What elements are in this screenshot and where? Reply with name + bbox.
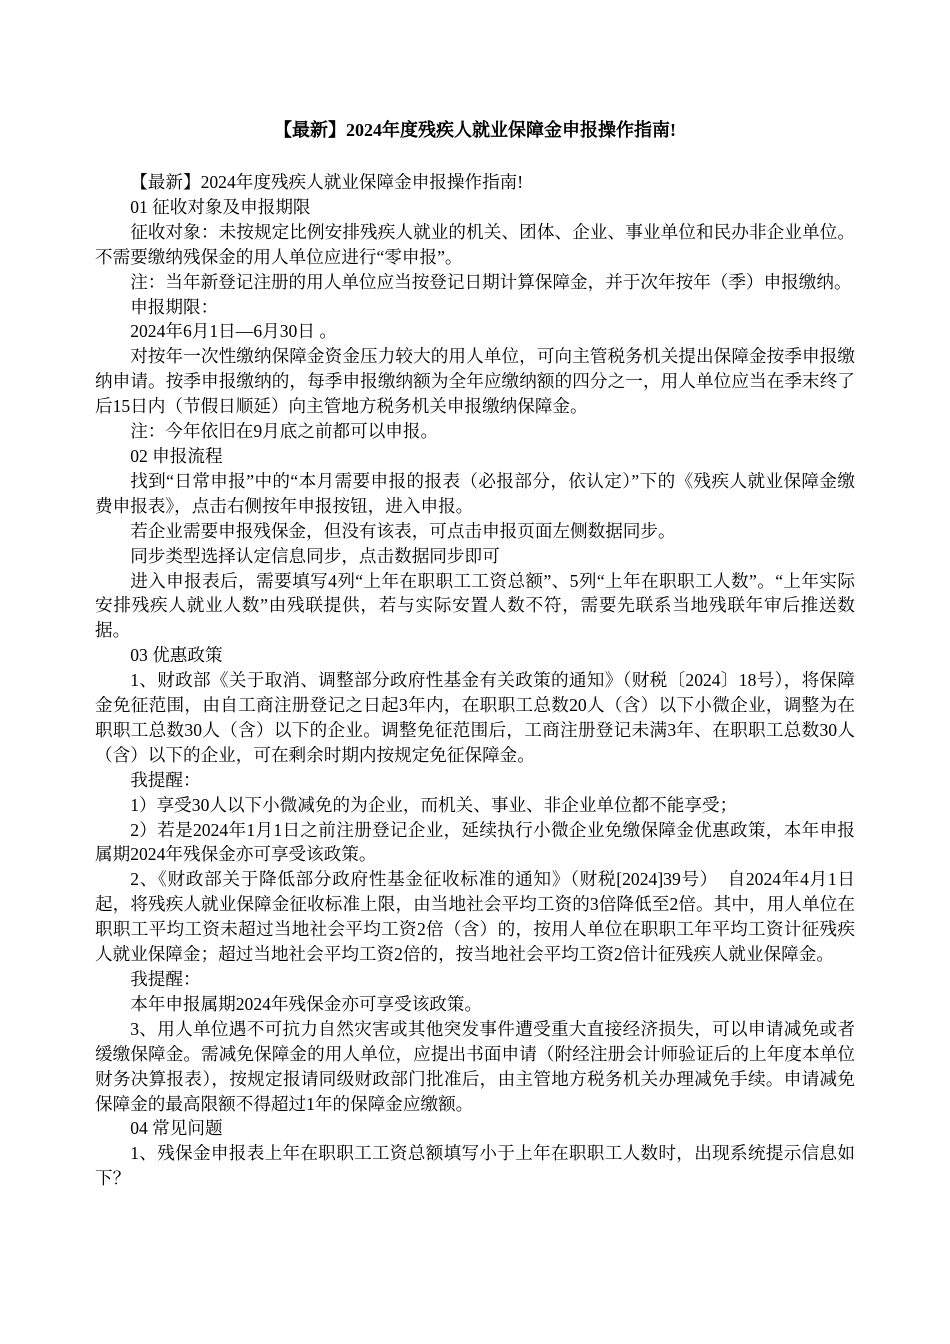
paragraph: 进入申报表后，需要填写4列“上年在职职工工资总额”、5列“上年在职职工人数”。“上年实际安排残疾人就业人数”由残联提供，若与实际安置人数不符，需要先联系当地残联年审后推送数据。 (95, 570, 855, 641)
paragraph: 我提醒： (130, 969, 201, 989)
paragraph: 04 常见问题 (130, 1118, 223, 1139)
paragraph: 1）享受30人以下小微减免的为企业，而机关、事业、非企业单位都不能享受； (130, 794, 738, 815)
paragraph: 1、财政部《关于取消、调整部分政府性基金有关政策的通知》（财税〔2024〕18号），将保障金免征范围，由自工商注册登记之日起3年内，在职职工总数20人（含）以下小微企业，调整为在职职工总数30人（含）以下的企业。调整免征范围后，工商注册登记未满3年、在职职工总数30人（含）以下的企业，可在剩余时期内按规定免征保障金。 (95, 670, 855, 765)
paragraph: 本年申报属期2024年残保金亦可享受该政策。 (130, 993, 483, 1014)
paragraph: 征收对象：未按规定比例安排残疾人就业的机关、团体、企业、事业单位和民办非企业单位。不需要缴纳残保金的用人单位应进行“零申报”。 (95, 221, 855, 267)
paragraph: 我提醒： (130, 769, 201, 790)
paragraph: 注：今年依旧在9月底之前都可以申报。 (130, 421, 439, 442)
paragraph: 2、《财政部关于降低部分政府性基金征收标准的通知》（财税[2024]39号） 自2024年4月1日起，将残疾人就业保障金征收标准上限，由当地社会平均工资的3倍降低至2倍。其中，用人单位在职职工平均工资未超过当地社会平均工资2倍（含）的，按用人单位在职职工年平均工资计征残疾人就业保障金；超过当地社会平均工资2倍的，按当地社会平均工资2倍计征残疾人就业保障金。 (95, 869, 855, 965)
paragraph: 1、残保金申报表上年在职职工工资总额填写小于上年在职职工人数时，出现系统提示信息如下？ (95, 1143, 855, 1189)
paragraph: 注：当年新登记注册的用人单位应当按登记日期计算保障金，并于次年按年（季）申报缴纳。 (130, 271, 852, 292)
document-body (95, 170, 855, 1191)
paragraph: 3、用人单位遇不可抗力自然灾害或其他突发事件遭受重大直接经济损失，可以申请减免或者缓缴保障金。需减免保障金的用人单位，应提出书面申请（附经注册会计师验证后的上年度本单位财务决算报表），按规定报请同级财政部门批准后，由主管地方税务机关办理减免手续。申请减免保障金的最高限额不得超过1年的保障金应缴额。 (95, 1018, 855, 1114)
paragraph: 若企业需要申报残保金，但没有该表，可点击申报页面左侧数据同步。 (130, 520, 676, 541)
paragraph: 01 征收对象及申报期限 (130, 196, 311, 217)
paragraph: 对按年一次性缴纳保障金资金压力较大的用人单位，可向主管税务机关提出保障金按季申报缴纳申请。按季申报缴纳的，每季申报缴纳额为全年应缴纳额的四分之一，用人单位应当在季末终了后15日内（节假日顺延）向主管地方税务机关申报缴纳保障金。 (95, 346, 855, 417)
paragraph: 同步类型选择认定信息同步，点击数据同步即可 (130, 545, 500, 566)
document-title: 【最新】2024年度残疾人就业保障金申报操作指南! (274, 120, 676, 140)
paragraph: 【最新】2024年度残疾人就业保障金申报操作指南! (130, 172, 524, 192)
paragraph: 找到“日常申报”中的“本月需要申报的报表（必报部分，依认定）”下的《残疾人就业保障金缴费申报表》，点击右侧按年申报按钮，进入申报。 (95, 470, 855, 516)
paragraph: 02 申报流程 (130, 445, 223, 466)
paragraph: 申报期限： (130, 296, 219, 317)
paragraph: 03 优惠政策 (130, 645, 223, 666)
paragraph: 2）若是2024年1月1日之前注册登记企业，延续执行小微企业免缴保障金优惠政策，本年申报属期2024年残保金亦可享受该政策。 (95, 819, 855, 865)
paragraph: 2024年6月1日—6月30日 。 (130, 321, 337, 342)
